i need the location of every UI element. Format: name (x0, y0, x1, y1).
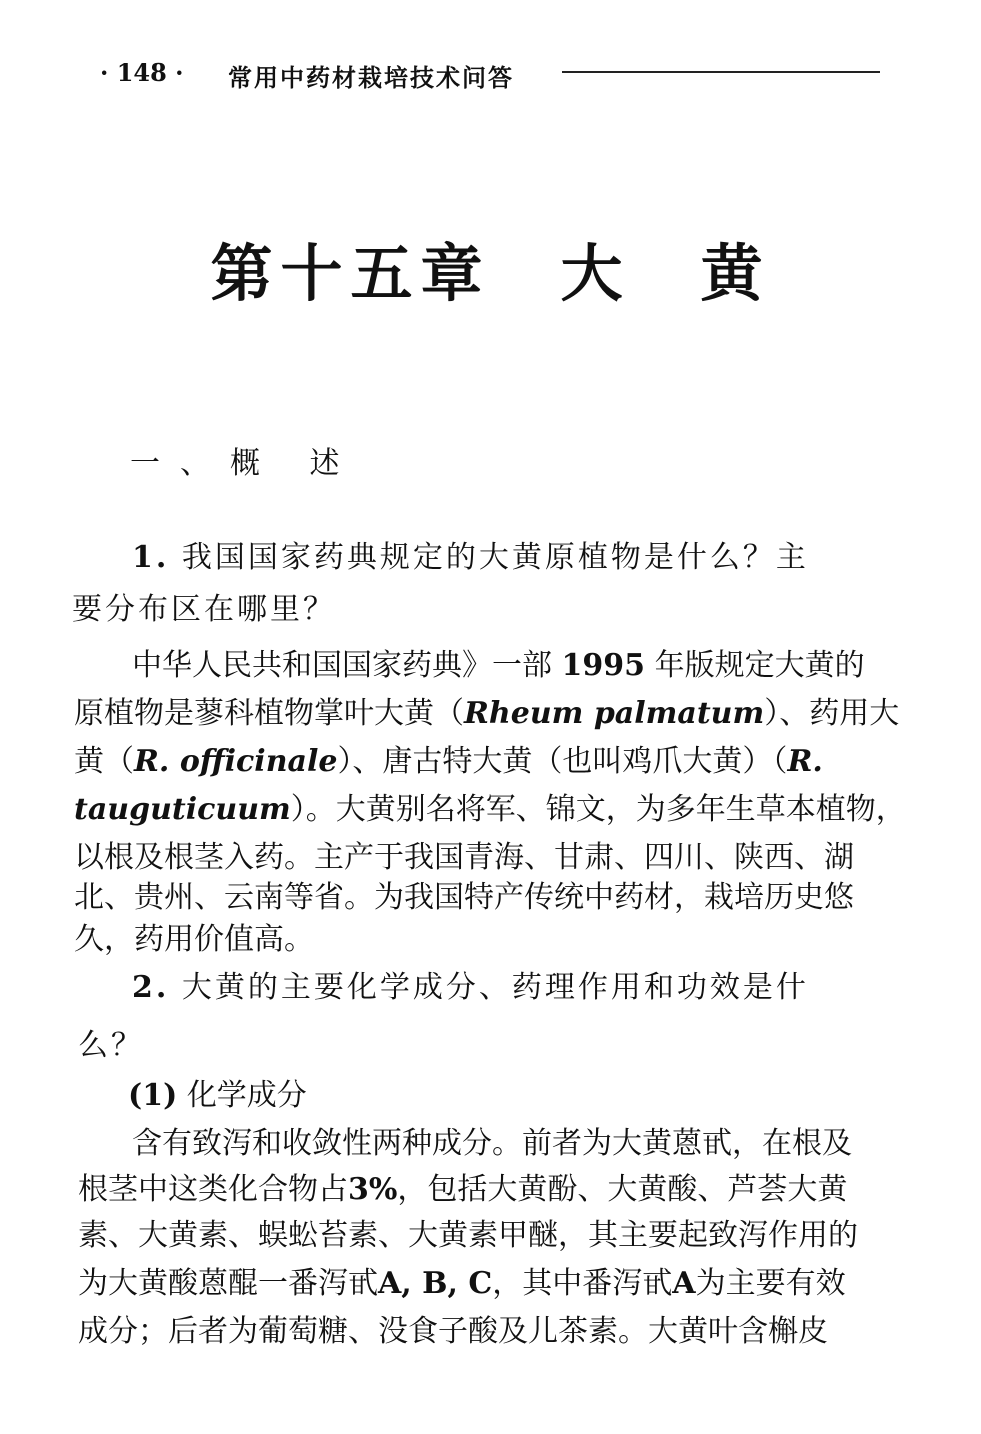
book-title: 常用中药材栽培技术问答 (228, 63, 514, 92)
text-span: 黄（ (74, 744, 134, 779)
text-span: 根茎中这类化合物占 (78, 1172, 348, 1207)
text-span: 原植物是蓼科植物掌叶大黄（ (74, 696, 464, 731)
text-span: 为大黄酸蒽醌一番泻甙 (78, 1266, 378, 1301)
question-2 (132, 962, 809, 1006)
subsection-number: (1) (128, 1078, 178, 1113)
chapter-title: 第十五章 大 黄 (210, 237, 771, 310)
question-number: 2. (132, 970, 170, 1005)
question-2-line-2: 么？ (78, 1028, 144, 1063)
paragraph-line: 北、贵州、云南等省。为我国特产传统中药材，栽培历史悠 (74, 880, 854, 915)
question-1 (132, 532, 809, 576)
paragraph-line (74, 736, 823, 780)
paragraph-line (74, 688, 899, 732)
text-span: ）、药用大 (764, 696, 900, 731)
paragraph-line (78, 1164, 847, 1208)
text-span: ）。大黄别名将军、锦文，为多年生草本植物， (290, 792, 906, 827)
question-text: 大黄的主要化学成分、药理作用和功效是什 (181, 970, 809, 1005)
compound-label: A (672, 1266, 696, 1301)
paragraph-line: 成分；后者为葡萄糖、没食子酸及儿茶素。大黄叶含槲皮 (78, 1314, 828, 1349)
year: 1995 (561, 648, 646, 683)
question-text: 我国国家药典规定的大黄原植物是什么？主 (181, 540, 809, 575)
latin-name: tauguticuum (74, 792, 291, 827)
page-number: · 148 · (100, 58, 184, 87)
header-rule (562, 71, 880, 73)
paragraph-line (74, 784, 906, 828)
percentage: 3% (348, 1172, 398, 1207)
paragraph-line: 含有致泻和收敛性两种成分。前者为大黄蒽甙，在根及 (132, 1126, 852, 1161)
latin-name: Rheum palmatum (464, 696, 765, 731)
running-header (92, 56, 882, 90)
text-span: ，包括大黄酚、大黄酸、芦荟大黄 (397, 1172, 848, 1207)
paragraph-line (132, 640, 865, 684)
question-1-line-2: 要分布区在哪里？ (72, 592, 336, 627)
paragraph-line: 素、大黄素、蜈蚣苔素、大黄素甲醚，其主要起致泻作用的 (78, 1218, 858, 1253)
text-span: 年版规定大黄的 (654, 648, 865, 683)
subsection-label: 化学成分 (186, 1078, 307, 1113)
text-span: 中华人民共和国国家药典》一部 (132, 648, 552, 683)
paragraph-line (78, 1258, 846, 1302)
latin-name: R. officinale (134, 744, 338, 779)
section-heading: 一、概 述 (130, 446, 360, 481)
paragraph-line: 久，药用价值高。 (74, 922, 314, 957)
question-number: 1. (132, 540, 170, 575)
latin-name: R. (787, 744, 823, 779)
subsection-heading (128, 1070, 307, 1114)
paragraph-line: 以根及根茎入药。主产于我国青海、甘肃、四川、陕西、湖 (74, 840, 854, 875)
text-span: ，其中番泻甙 (492, 1266, 673, 1301)
compound-labels: A, B, C (378, 1266, 493, 1301)
text-span: 为主要有效 (695, 1266, 846, 1301)
text-span: ）、唐古特大黄（也叫鸡爪大黄）（ (337, 744, 788, 779)
